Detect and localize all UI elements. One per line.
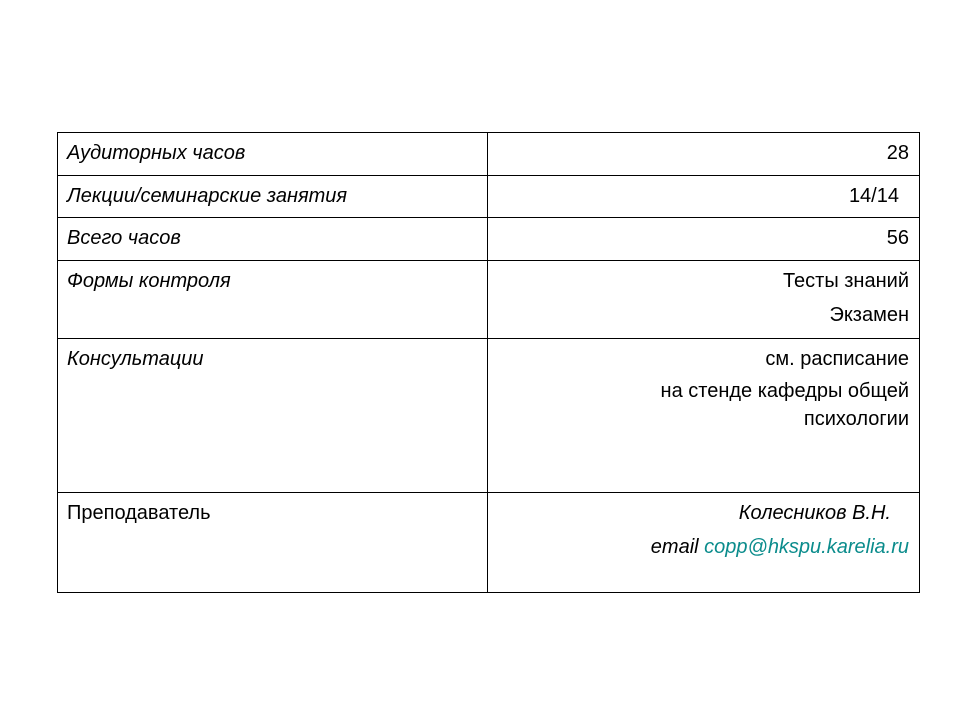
email-line [488, 536, 909, 558]
value-cell [488, 339, 920, 493]
row-label-total-hours: Всего часов [67, 227, 181, 249]
teacher-name: Колесников В.Н. [738, 502, 891, 524]
label-cell [58, 133, 488, 176]
table-row [58, 493, 920, 593]
row-value-lectures-seminars: 14/14 [848, 185, 899, 207]
label-cell [58, 176, 488, 218]
label-cell [58, 218, 488, 261]
consultation-line-2: на стенде кафедры общей [660, 380, 909, 402]
table-row [58, 339, 920, 493]
row-value-total-hours: 56 [886, 227, 909, 249]
label-cell [58, 261, 488, 339]
label-cell [58, 493, 488, 593]
control-form-tests: Тесты знаний [782, 270, 909, 292]
label-cell [58, 339, 488, 493]
course-info-table [57, 132, 920, 593]
row-label-consultations: Консультации [67, 348, 204, 370]
table-row [58, 133, 920, 176]
row-label-teacher: Преподаватель [67, 502, 211, 524]
value-cell [488, 493, 920, 593]
row-value-classroom-hours: 28 [886, 142, 909, 164]
table-row [58, 176, 920, 218]
table-row [58, 261, 920, 339]
value-cell [488, 218, 920, 261]
row-label-lectures-seminars: Лекции/семинарские занятия [67, 185, 348, 207]
value-cell [488, 176, 920, 218]
row-label-classroom-hours: Аудиторных часов [67, 142, 246, 164]
value-cell [488, 261, 920, 339]
consultation-line-1: см. расписание [765, 348, 909, 370]
email-label: email [650, 536, 699, 558]
control-form-exam: Экзамен [829, 304, 909, 326]
table-row [58, 218, 920, 261]
email-link[interactable]: copp@hkspu.karelia.ru [704, 536, 909, 558]
consultation-line-3: психологии [803, 408, 909, 430]
value-cell [488, 133, 920, 176]
row-label-control-forms: Формы контроля [67, 270, 231, 292]
